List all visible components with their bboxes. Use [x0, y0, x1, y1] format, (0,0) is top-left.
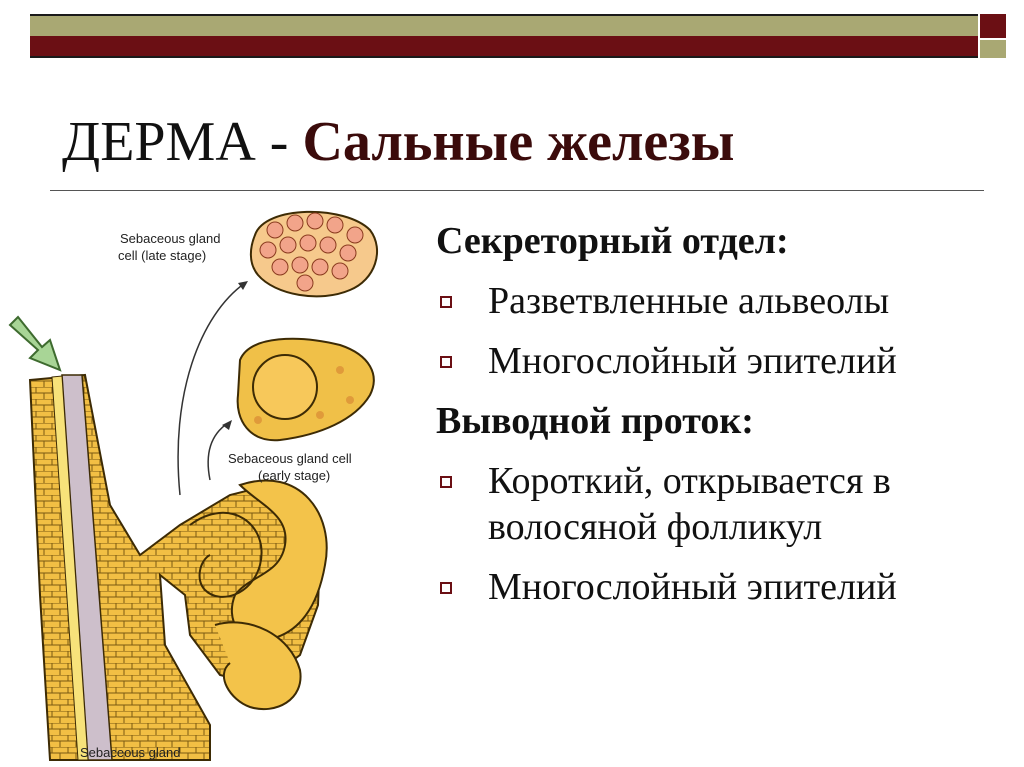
top-maroon-stripe: [30, 36, 978, 58]
sebaceous-gland-diagram: [0, 195, 420, 767]
square-bullet-icon: [440, 296, 452, 308]
bullet-text: Короткий, открывается в волосяной фолликул: [488, 460, 891, 548]
square-bullet-icon: [440, 476, 452, 488]
section-heading-secretory: Секреторный отдел:: [436, 220, 789, 262]
corner-olive-square: [980, 40, 1006, 58]
bullet-item: [436, 278, 996, 324]
bullet-text: Многослойный эпителий: [488, 566, 897, 608]
caption-early-line1: Sebaceous gland cell: [228, 451, 352, 466]
square-bullet-icon: [440, 356, 452, 368]
late-stage-cell: [251, 212, 377, 297]
top-olive-stripe: [30, 14, 978, 36]
arrow-head-icon: [238, 281, 248, 290]
bullet-item: [436, 338, 996, 384]
corner-maroon-square: [980, 14, 1006, 38]
caption-early-line2: (early stage): [258, 468, 331, 483]
square-bullet-icon: [440, 582, 452, 594]
caption-gland: Sebaceous gland: [80, 745, 181, 760]
title-divider: [50, 190, 984, 191]
arrow-head-icon: [222, 420, 232, 430]
green-arrow-icon: [10, 317, 60, 370]
slide-title: [62, 110, 734, 174]
section-heading-duct: Выводной проток:: [436, 400, 754, 442]
bullet-item: [436, 458, 996, 550]
maturation-arrow: [208, 423, 228, 480]
bullet-text: Многослойный эпителий: [488, 340, 897, 382]
caption-late-line1: Sebaceous gland: [120, 231, 221, 246]
title-bold: Сальные железы: [302, 111, 735, 173]
early-stage-cell: [238, 339, 374, 441]
slide-content: [436, 218, 996, 624]
bullet-item: [436, 564, 996, 610]
top-decor-bar: [30, 14, 978, 56]
bullet-text: Разветвленные альвеолы: [488, 280, 890, 322]
caption-late-line2: cell (late stage): [118, 248, 207, 263]
title-prefix: ДЕРМА -: [62, 111, 289, 173]
